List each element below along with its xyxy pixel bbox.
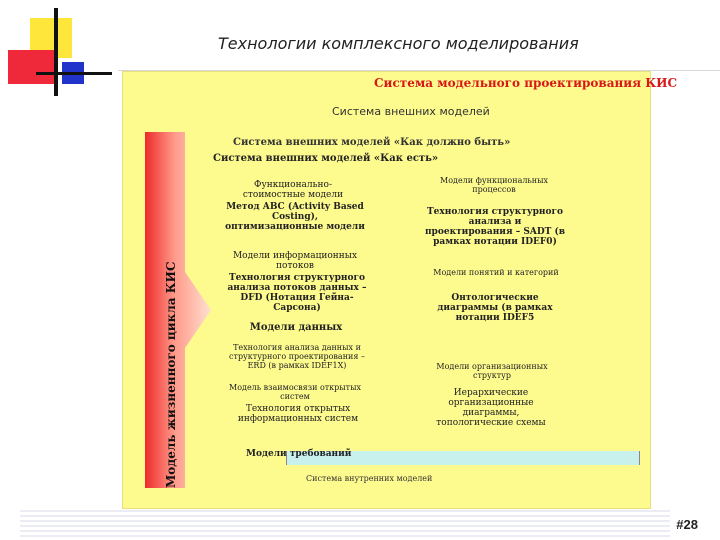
lifecycle-arrow: [145, 132, 213, 488]
corner-logo: [0, 0, 130, 100]
left-block-osi-model: Модель взаимосвязи открытых систем: [229, 383, 361, 401]
slide-title: Технологии комплексного моделирования: [218, 34, 579, 53]
as-is-title: Система внешних моделей «Как есть»: [213, 153, 439, 164]
internal-models-label: Система внутренних моделей: [306, 474, 433, 483]
right-block-concepts: Модели понятий и категорий: [433, 268, 559, 277]
left-block-dfd: Технология структурного анализа потоков данных – DFD (Нотация Гейна-Сарсона): [227, 273, 367, 313]
logo-vertical-line: [54, 8, 58, 96]
left-block-erd: Технология анализа данных и структурного проектирования – ERD (в рамках IDEF1X): [229, 343, 365, 370]
right-block-hierarchical-diagrams: Иерархические организационные диаграммы, топологические схемы: [436, 388, 546, 428]
page-number: #28: [676, 517, 698, 532]
lifecycle-label: Модель жизненного цикла КИС: [164, 261, 178, 488]
should-be-title: Система внешних моделей «Как должно быть»: [233, 137, 511, 148]
bottom-decoration: [0, 505, 720, 540]
external-models-title: Система внешних моделей: [332, 105, 490, 118]
left-block-info-flows: Модели информационных потоков: [232, 251, 358, 271]
left-block-data-models: Модели данных: [249, 322, 343, 333]
requirements-label: Модели требований: [246, 449, 352, 459]
left-block-cost-models: Функционально-стоимостные модели: [242, 180, 344, 200]
left-block-abc-method: Метод АВС (Activity Based Costing), оптимизационные модели: [225, 202, 365, 232]
right-block-org-structures: Модели организационных структур: [436, 362, 548, 380]
logo-horizontal-line: [36, 72, 112, 75]
right-block-sadt: Технология структурного анализа и проектирования – SADT (в рамках нотации IDEF0): [424, 207, 566, 247]
left-block-open-systems: Технология открытых информационных систем: [237, 404, 359, 424]
right-block-functional-processes: Модели функциональных процессов: [440, 176, 548, 194]
logo-red-square: [8, 50, 54, 84]
diagram-header: Система модельного проектирования КИС: [374, 76, 678, 90]
right-block-ontology: Онтологические диаграммы (в рамках нотации IDEF5: [437, 293, 553, 323]
